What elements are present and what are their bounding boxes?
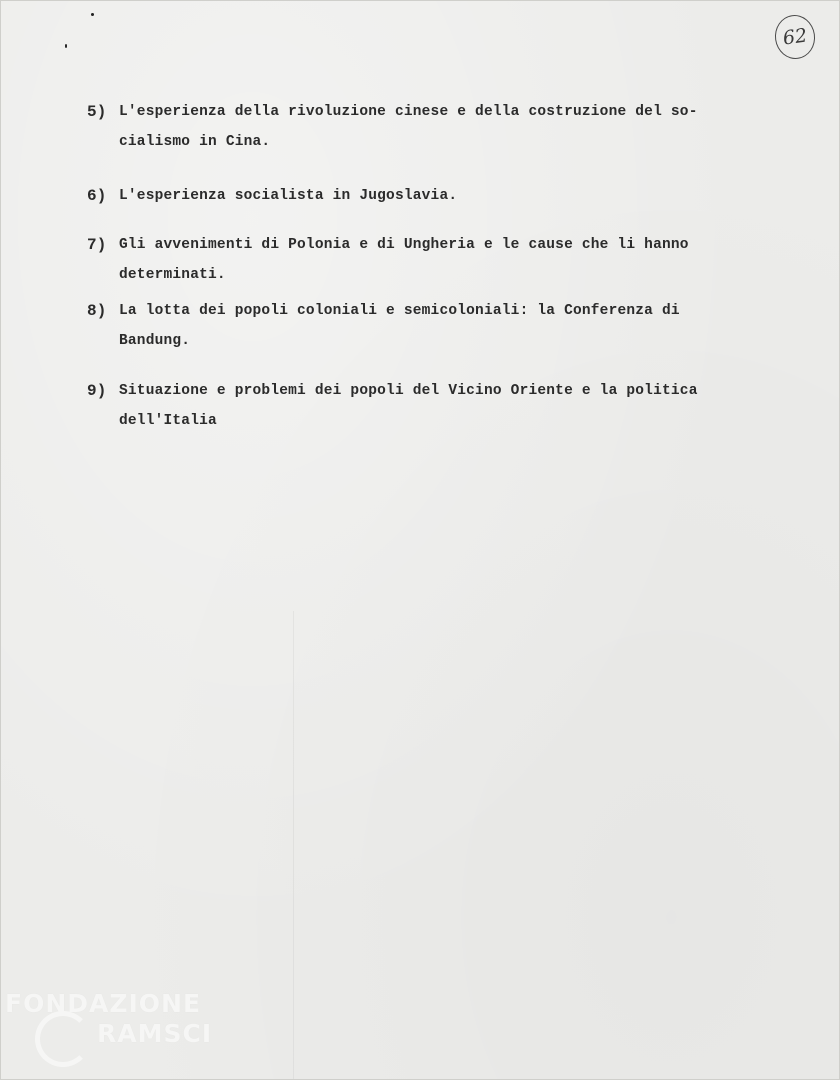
- item-text: [119, 181, 457, 211]
- item-text-line: La lotta dei popoli coloniali e semicoloniali: la Conferenza di: [119, 303, 680, 319]
- item-text-line: L'esperienza socialista in Jugoslavia.: [119, 188, 458, 204]
- numbered-item-list: [87, 97, 777, 436]
- item-text-line: L'esperienza della rivoluzione cinese e della costruzione del so-: [119, 104, 698, 120]
- handwritten-page-number: 62: [772, 12, 818, 61]
- paper-fold-mark: [293, 611, 294, 1080]
- watermark-line-2: RAMSCI: [97, 1019, 213, 1048]
- item-number: 5): [87, 103, 107, 121]
- item-text-line: Bandung.: [119, 333, 191, 349]
- item-number: 9): [87, 382, 107, 400]
- ink-speck: [65, 44, 67, 48]
- item-text-line: cialismo in Cina.: [119, 134, 271, 150]
- watermark-line-1: FONDAZIONE: [5, 989, 202, 1018]
- item-text-line: dell'Italia: [119, 413, 217, 429]
- ink-speck: [91, 13, 94, 16]
- list-item: [87, 181, 777, 211]
- item-text: [119, 97, 698, 157]
- item-number: 8): [87, 302, 107, 320]
- list-item: [87, 230, 777, 290]
- list-item: [87, 376, 777, 436]
- archive-watermark-logo: [5, 989, 225, 1073]
- item-text-line: Situazione e problemi dei popoli del Vicino Oriente e la politica: [119, 383, 698, 399]
- item-text-line: determinati.: [119, 267, 226, 283]
- item-text: [119, 230, 689, 290]
- list-item: [87, 296, 777, 356]
- item-text: [119, 296, 680, 356]
- item-number: 7): [87, 236, 107, 254]
- item-number: 6): [87, 187, 107, 205]
- list-item: [87, 97, 777, 157]
- item-text-line: Gli avvenimenti di Polonia e di Ungheria e le cause che li hanno: [119, 237, 689, 253]
- watermark-g-icon: [35, 1011, 91, 1067]
- item-text: [119, 376, 698, 436]
